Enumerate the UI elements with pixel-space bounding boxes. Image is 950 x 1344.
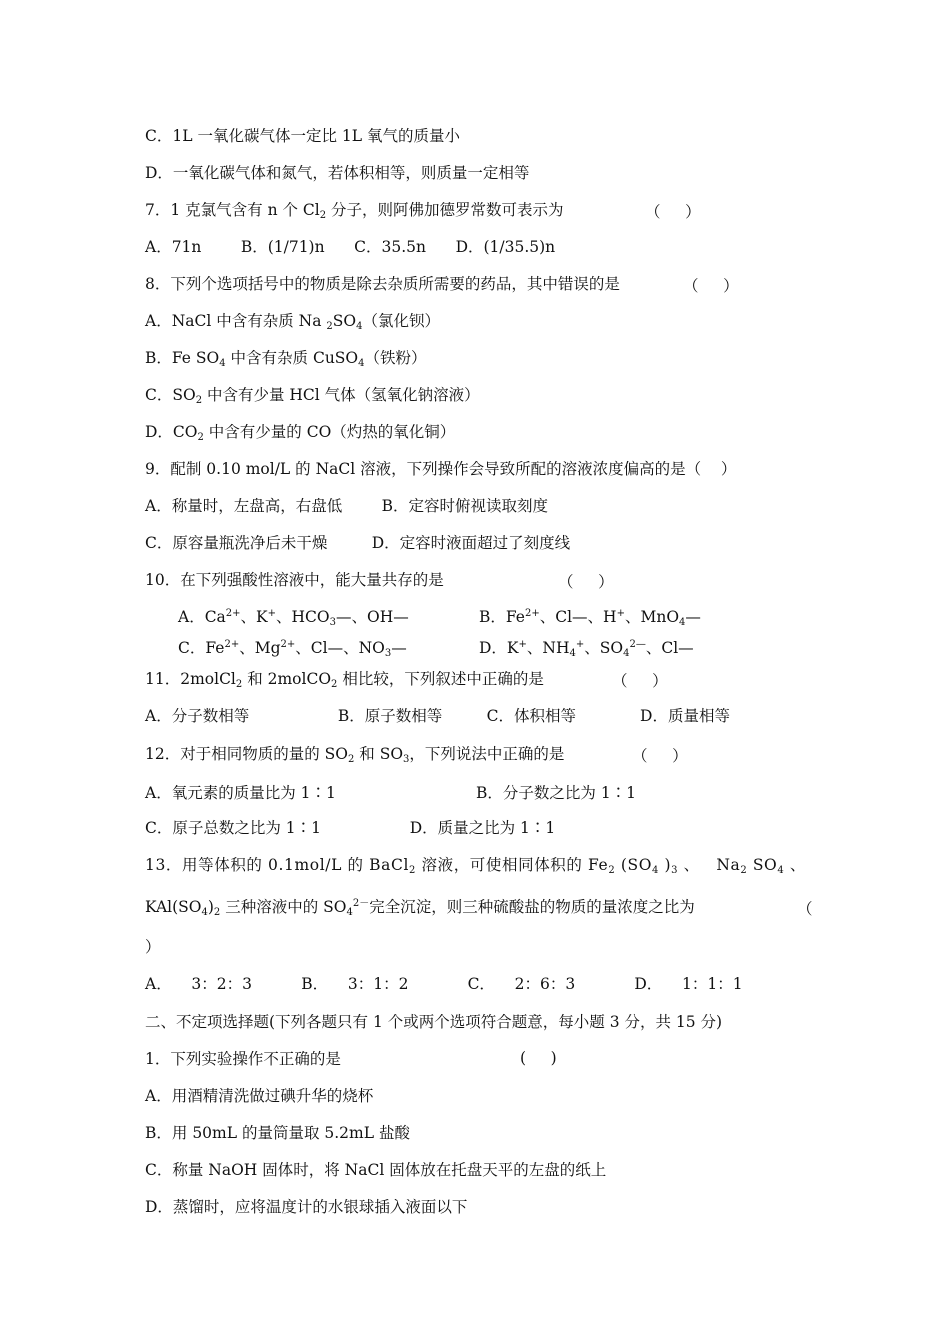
s2-q1-option-c: C．称量 NaOH 固体时，将 NaCl 固体放在托盘天平的左盘的纸上: [145, 1161, 607, 1179]
s2-q1-option-b: B．用 50mL 的量筒量取 5.2mL 盐酸: [145, 1124, 410, 1142]
section-2-heading: 二、不定项选择题(下列各题只有 1 个或两个选项符合题意，每小题 3 分，共 15 分): [145, 1013, 723, 1031]
q10-option-c: C．$Fe^{2+}$、$Mg^{2+}$、Cl—、$NO_3—$: [178, 639, 407, 659]
q13-stem-line2: $KAl(SO_4)_2$ 三种溶液中的 $SO_4^{2-}$完全沉淀，则三种硫酸盐的物质的量浓度之比为: [145, 898, 695, 918]
q12-stem: 12．对于相同物质的量的 $SO_2$ 和 $SO_3$，下列说法中正确的是: [145, 745, 565, 765]
q12-answer-paren: （ ）: [632, 747, 688, 765]
q7-options: A．71n B．(1/71)n C．35.5n D．(1/35.5)n: [145, 238, 556, 256]
s2-q1-option-a: A．用酒精清洗做过碘升华的烧杯: [145, 1087, 374, 1105]
q8-answer-paren: （ ）: [683, 277, 739, 295]
q8-option-b: B．Fe $SO_4$ 中含有杂质 CuSO$_4$（铁粉）: [145, 349, 427, 369]
q12-option-b: B．分子数之比为 1∶1: [476, 784, 637, 802]
q11-stem: 11．2molCl$_2$ 和 2molCO$_2$ 相比较，下列叙述中正确的是: [145, 670, 544, 690]
q13-answer-paren-open: （: [797, 900, 813, 918]
q12-option-a: A．氧元素的质量比为 1∶1: [145, 784, 336, 802]
q10-answer-paren: （ ）: [558, 573, 614, 591]
q6-option-d: D．一氧化碳气体和氮气，若体积相等，则质量一定相等: [145, 164, 530, 182]
q8-option-d: D．$CO_2$ 中含有少量的 CO（灼热的氧化铜）: [145, 423, 456, 443]
q13-answer-paren-close: ）: [145, 938, 161, 956]
q9-options-ab: A．称量时，左盘高，右盘低 B．定容时俯视读取刻度: [145, 497, 549, 515]
q7-answer-paren: （ ）: [645, 203, 701, 221]
q9-options-cd: C．原容量瓶洗净后未干燥 D．定容时液面超过了刻度线: [145, 534, 571, 552]
q10-option-b: B．$Fe^{2+}$、Cl—、H+、MnO$_4$—: [479, 608, 701, 628]
q10-option-a: A．$Ca^{2+}$、K+、$HCO_3—$、OH—: [178, 608, 409, 628]
q8-stem: 8．下列个选项括号中的物质是除去杂质所需要的药品，其中错误的是: [145, 275, 620, 293]
q13-options: A． 3：2：3 B． 3：1：2 C． 2：6：3 D． 1：1：1: [145, 975, 743, 993]
q10-option-d: D．K+、$NH_4^+$、$SO_4^{2—}$、Cl—: [479, 639, 694, 659]
q10-stem: 10．在下列强酸性溶液中，能大量共存的是: [145, 571, 444, 589]
q9-stem: 9．配制 0.10 mol/L 的 NaCl 溶液，下列操作会导致所配的溶液浓度偏高的是（ ）: [145, 460, 737, 478]
q11-answer-paren: （ ）: [612, 672, 668, 690]
q6-option-c: C．1L 一氧化碳气体一定比 1L 氧气的质量小: [145, 127, 460, 145]
q12-options-cd: C．原子总数之比为 1∶1 D．质量之比为 1∶1: [145, 819, 556, 837]
s2-q1-option-d: D．蒸馏时，应将温度计的水银球插入液面以下: [145, 1198, 468, 1216]
q7-stem: 7．1 克氯气含有 n 个 $Cl_2$ 分子，则阿佛加德罗常数可表示为: [145, 201, 564, 221]
q8-option-a: A．NaCl 中含有杂质 Na $_2SO_4$（氯化钡）: [145, 312, 440, 332]
s2-q1-stem: 1．下列实验操作不正确的是: [145, 1050, 341, 1068]
q8-option-c: C．$SO_2$ 中含有少量 HCl 气体（氢氧化钠溶液）: [145, 386, 480, 406]
q13-stem-line1: 13．用等体积的 0.1mol/L 的 BaCl$_2$ 溶液，可使相同体积的 $Fe_2$ ($SO_4$ )$_3$ 、 $Na_2$ $SO_4$ 、: [145, 856, 806, 876]
s2-q1-answer-paren: ( ): [520, 1049, 557, 1067]
q11-options: A．分子数相等 B．原子数相等 C．体积相等 D．质量相等: [145, 707, 730, 725]
